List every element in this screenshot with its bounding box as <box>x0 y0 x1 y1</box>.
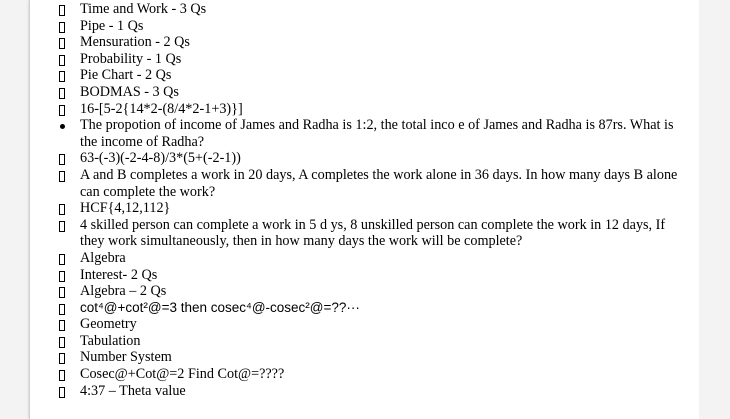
list-item <box>30 250 699 267</box>
list-item-text: 63-(-3)(-2-4-8)/3*(5+(-2-1)) <box>80 150 241 167</box>
list-item-text: Time and Work - 3 Qs <box>80 1 207 17</box>
list-item-text: Mensuration - 2 Qs <box>80 34 190 51</box>
list-item-text: Algebra – 2 Qs <box>80 283 167 300</box>
list-item-text: Geometry <box>80 316 137 333</box>
list-item <box>30 101 699 118</box>
list-item <box>30 34 699 51</box>
list-item-text: Pipe - 1 Qs <box>80 17 144 34</box>
list-item <box>30 333 699 350</box>
list-item-text: Number System <box>80 349 172 366</box>
list-item-text: Cosec@+Cot@=2 Find Cot@=???? <box>80 366 285 383</box>
list-item-text: A and B completes a work in 20 days, A completes the work alone in 36 days. In how many days B alone can complete the work? <box>80 166 678 200</box>
bullet-icon <box>59 167 69 187</box>
list-item <box>30 217 699 250</box>
list-item-text: cot⁴@+cot²@=3 then cosec⁴@-cosec²@=??··· <box>80 299 360 315</box>
list-item-text: Pie Chart - 2 Qs <box>80 67 172 84</box>
list-item <box>30 200 699 217</box>
list-item-text: 4 skilled person can complete a work in 5 d ys, 8 unskilled person can complete the work in 12 days, If they work simultaneously, then in how many days the work will be complete? <box>80 216 666 250</box>
list-item <box>30 300 699 317</box>
list-item-text: HCF{4,12,112} <box>80 200 171 217</box>
bullet-dot-icon <box>59 117 69 134</box>
canvas-right-margin <box>699 0 730 419</box>
list-item-text: Interest- 2 Qs <box>80 266 158 283</box>
list-item <box>30 18 699 35</box>
list-item <box>30 84 699 101</box>
list-item-text: 4:37 – Theta value <box>80 382 186 399</box>
bullet-icon <box>59 217 69 237</box>
document-page <box>29 0 700 419</box>
list-item <box>30 383 699 400</box>
list-item-text: BODMAS - 3 Qs <box>80 83 179 100</box>
list-item <box>30 117 699 150</box>
list-item <box>30 150 699 167</box>
list-item <box>30 51 699 68</box>
topic-list <box>30 1 699 399</box>
list-item-text: Probability - 1 Qs <box>80 50 182 67</box>
list-item <box>30 67 699 84</box>
list-item-text: 16-[5-2{14*2-(8/4*2-1+3)}] <box>80 100 243 117</box>
canvas-left-margin <box>0 0 29 419</box>
list-item <box>30 167 699 200</box>
list-item <box>30 349 699 366</box>
list-item <box>30 283 699 300</box>
list-item <box>30 1 699 18</box>
bullet-icon <box>59 383 69 403</box>
list-item-text: The propotion of income of James and Radha is 1:2, the total inco e of James and Radha is 87rs. What is the income of Radha? <box>80 117 674 150</box>
list-item-text: Tabulation <box>80 332 141 349</box>
list-item <box>30 316 699 333</box>
list-item <box>30 267 699 284</box>
list-item-text: Algebra <box>80 249 126 266</box>
list-item <box>30 366 699 383</box>
